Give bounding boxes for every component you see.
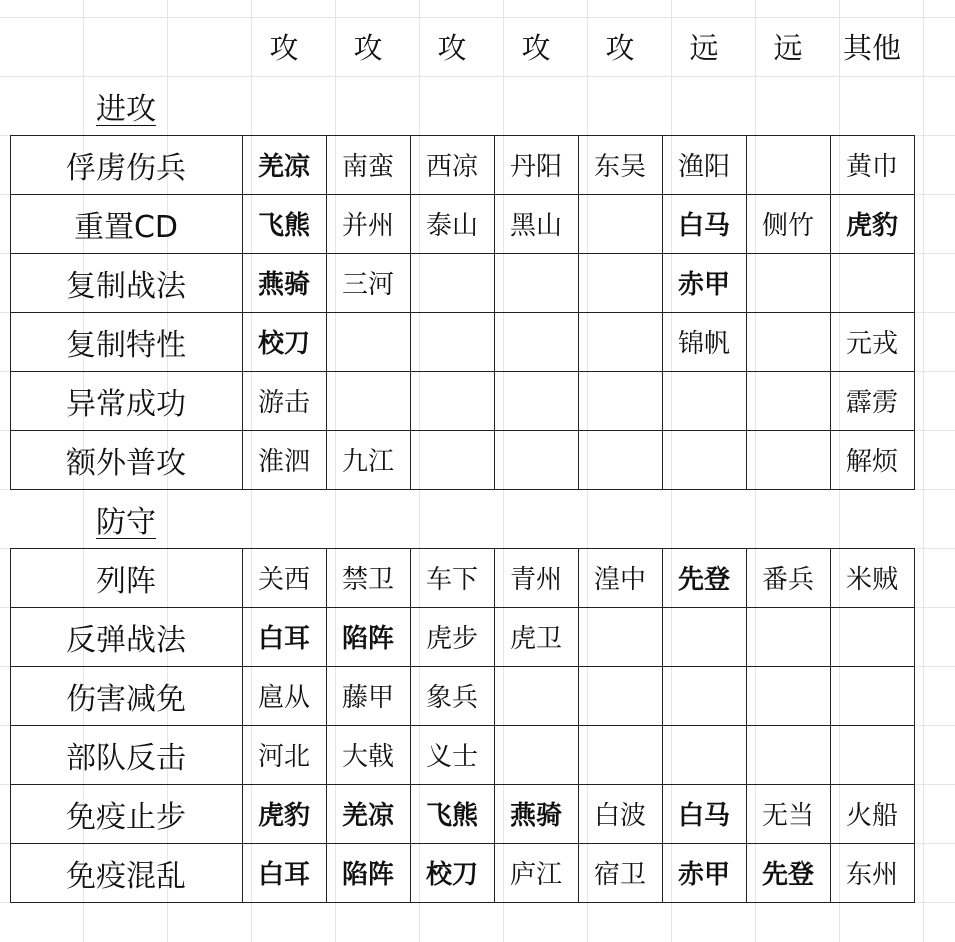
table-cell[interactable]: 扈从 <box>257 683 310 713</box>
table-cell[interactable]: 燕骑 <box>509 801 562 831</box>
table-cell[interactable]: 关西 <box>257 565 310 595</box>
table-cell[interactable]: 羌凉 <box>341 801 394 831</box>
table-cell[interactable] <box>578 430 662 489</box>
table-cell[interactable]: 虎步 <box>425 624 478 654</box>
row-label[interactable]: 复制战法 <box>66 268 186 304</box>
column-divider <box>578 135 579 490</box>
table-cell[interactable] <box>410 253 494 312</box>
column-header[interactable]: 攻 <box>353 31 383 65</box>
table-cell[interactable]: 东州 <box>845 860 898 890</box>
table-cell[interactable]: 东吴 <box>593 152 646 182</box>
table-cell[interactable] <box>746 430 830 489</box>
table-cell[interactable]: 泰山 <box>425 211 478 241</box>
table-cell[interactable] <box>578 725 662 784</box>
table-cell[interactable]: 义士 <box>425 742 478 772</box>
row-label[interactable]: 额外普攻 <box>66 445 186 481</box>
table-cell[interactable] <box>830 725 914 784</box>
column-divider <box>494 548 495 903</box>
table-cell[interactable] <box>578 253 662 312</box>
column-divider <box>662 135 663 490</box>
column-header[interactable]: 攻 <box>269 31 299 65</box>
table-cell[interactable] <box>494 253 578 312</box>
table-cell[interactable]: 校刀 <box>425 860 478 890</box>
row-divider <box>10 371 915 372</box>
table-cell[interactable]: 白耳 <box>257 624 310 654</box>
column-divider <box>242 135 243 490</box>
table-cell[interactable]: 藤甲 <box>341 683 394 713</box>
table-cell[interactable]: 解烦 <box>845 447 898 477</box>
table-cell[interactable] <box>830 607 914 666</box>
table-cell[interactable] <box>746 371 830 430</box>
table-cell[interactable]: 湟中 <box>593 565 646 595</box>
table-cell[interactable]: 元戎 <box>845 329 898 359</box>
row-divider <box>10 194 915 195</box>
table-cell[interactable]: 先登 <box>761 860 814 890</box>
row-label[interactable]: 俘虏伤兵 <box>66 150 186 186</box>
table-cell[interactable]: 白波 <box>593 801 646 831</box>
table-cell[interactable]: 陷阵 <box>341 860 394 890</box>
section-title-attack[interactable]: 进攻 <box>96 91 156 127</box>
table-cell[interactable]: 校刀 <box>257 329 310 359</box>
table-cell[interactable] <box>662 607 746 666</box>
table-cell[interactable]: 先登 <box>677 565 730 595</box>
table-cell[interactable]: 渔阳 <box>677 152 730 182</box>
table-cell[interactable]: 禁卫 <box>341 565 394 595</box>
column-divider <box>746 135 747 490</box>
table-cell[interactable]: 丹阳 <box>509 152 562 182</box>
row-divider <box>10 784 915 785</box>
table-cell[interactable]: 虎豹 <box>845 211 898 241</box>
table-cell[interactable]: 虎豹 <box>257 801 310 831</box>
row-label[interactable]: 复制特性 <box>66 327 186 363</box>
column-divider <box>326 548 327 903</box>
table-cell[interactable]: 火船 <box>845 801 898 831</box>
column-divider <box>494 135 495 490</box>
table-cell[interactable]: 车下 <box>425 565 478 595</box>
column-header[interactable]: 攻 <box>605 31 635 65</box>
table-cell[interactable] <box>746 666 830 725</box>
table-cell[interactable] <box>746 607 830 666</box>
table-cell[interactable]: 九江 <box>341 447 394 477</box>
table-cell[interactable] <box>578 194 662 253</box>
table-cell[interactable] <box>746 135 830 194</box>
table-cell[interactable]: 虎卫 <box>509 624 562 654</box>
row-label[interactable]: 反弹战法 <box>66 622 186 658</box>
column-header[interactable]: 远 <box>689 31 719 65</box>
column-divider <box>578 548 579 903</box>
table-cell[interactable] <box>830 666 914 725</box>
table-cell[interactable]: 米贼 <box>845 565 898 595</box>
table-cell[interactable]: 白耳 <box>257 860 310 890</box>
row-label[interactable]: 免疫止步 <box>66 799 186 835</box>
column-divider <box>410 548 411 903</box>
table-cell[interactable]: 霹雳 <box>845 388 898 418</box>
section-title-defense[interactable]: 防守 <box>96 504 156 540</box>
table-cell[interactable] <box>746 725 830 784</box>
table-cell[interactable] <box>746 253 830 312</box>
table-cell[interactable]: 陷阵 <box>341 624 394 654</box>
table-cell[interactable]: 白马 <box>677 801 730 831</box>
row-divider <box>10 312 915 313</box>
table-cell[interactable]: 大戟 <box>341 742 394 772</box>
row-label[interactable]: 异常成功 <box>66 386 186 422</box>
table-cell[interactable] <box>578 666 662 725</box>
table-cell[interactable] <box>494 666 578 725</box>
table-cell[interactable] <box>662 371 746 430</box>
table-cell[interactable]: 锦帆 <box>677 329 730 359</box>
table-cell[interactable]: 赤甲 <box>677 860 730 890</box>
table-cell[interactable]: 燕骑 <box>257 270 310 300</box>
table-cell[interactable]: 飞熊 <box>257 211 310 241</box>
table-cell[interactable]: 黑山 <box>509 211 562 241</box>
column-divider <box>830 135 831 490</box>
row-divider <box>10 666 915 667</box>
table-cell[interactable] <box>410 430 494 489</box>
row-divider <box>10 607 915 608</box>
column-divider <box>830 548 831 903</box>
table-cell[interactable] <box>494 371 578 430</box>
table-cell[interactable]: 庐江 <box>509 860 562 890</box>
table-cell[interactable] <box>494 312 578 371</box>
row-label[interactable]: 部队反击 <box>66 740 186 776</box>
row-divider <box>10 430 915 431</box>
table-cell[interactable]: 淮泗 <box>257 447 310 477</box>
table-cell[interactable]: 无当 <box>761 801 814 831</box>
column-divider <box>326 135 327 490</box>
table-cell[interactable]: 南蛮 <box>341 152 394 182</box>
table-cell[interactable] <box>746 312 830 371</box>
table-cell[interactable]: 象兵 <box>425 683 478 713</box>
table-cell[interactable]: 羌凉 <box>257 152 310 182</box>
table-cell[interactable]: 白马 <box>677 211 730 241</box>
table-cell[interactable] <box>578 371 662 430</box>
table-cell[interactable] <box>410 312 494 371</box>
table-cell[interactable]: 赤甲 <box>677 270 730 300</box>
row-label[interactable]: 列阵 <box>96 563 156 599</box>
row-label[interactable]: 重置CD <box>73 209 179 245</box>
table-cell[interactable]: 并州 <box>341 211 394 241</box>
table-cell[interactable] <box>662 666 746 725</box>
column-header[interactable]: 攻 <box>437 31 467 65</box>
table-cell[interactable]: 青州 <box>509 565 562 595</box>
row-divider <box>10 725 915 726</box>
column-divider <box>410 135 411 490</box>
column-header[interactable]: 攻 <box>521 31 551 65</box>
table-cell[interactable] <box>830 253 914 312</box>
table-cell[interactable]: 黄巾 <box>845 152 898 182</box>
table-cell[interactable] <box>326 312 410 371</box>
column-header[interactable]: 其他 <box>842 31 901 65</box>
table-cell[interactable] <box>578 607 662 666</box>
table-cell[interactable] <box>662 430 746 489</box>
table-cell[interactable]: 游击 <box>257 388 310 418</box>
table-cell[interactable]: 番兵 <box>761 565 814 595</box>
row-divider <box>10 253 915 254</box>
row-divider <box>10 843 915 844</box>
table-cell[interactable] <box>410 371 494 430</box>
column-divider <box>242 548 243 903</box>
table-cell[interactable]: 飞熊 <box>425 801 478 831</box>
table-cell[interactable]: 西凉 <box>425 152 478 182</box>
table-cell[interactable] <box>494 430 578 489</box>
row-label[interactable]: 伤害减免 <box>66 681 186 717</box>
table-cell[interactable] <box>326 371 410 430</box>
column-divider <box>662 548 663 903</box>
table-cell[interactable]: 河北 <box>257 742 310 772</box>
table-cell[interactable] <box>578 312 662 371</box>
row-label[interactable]: 免疫混乱 <box>66 858 186 894</box>
table-cell[interactable]: 三河 <box>341 270 394 300</box>
table-cell[interactable] <box>494 725 578 784</box>
column-divider <box>746 548 747 903</box>
column-header[interactable]: 远 <box>773 31 803 65</box>
table-cell[interactable]: 宿卫 <box>593 860 646 890</box>
table-cell[interactable] <box>662 725 746 784</box>
table-cell[interactable]: 侧竹 <box>761 211 814 241</box>
